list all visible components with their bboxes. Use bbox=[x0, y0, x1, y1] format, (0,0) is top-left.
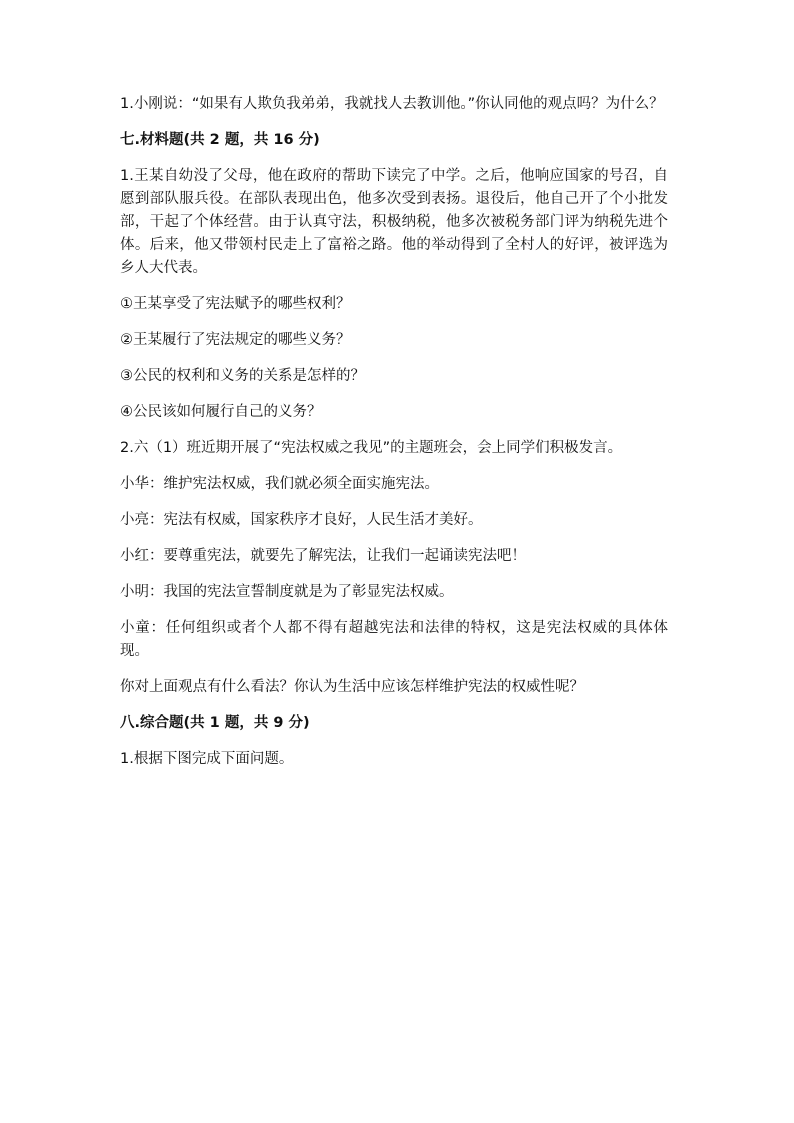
statement-xiaoliang: 小亮：宪法有权威，国家秩序才良好，人民生活才美好。 bbox=[120, 512, 483, 528]
question-xiaogang: 1.小刚说：“如果有人欺负我弟弟，我就找人去教训他。”你认同他的观点吗？为什么？ bbox=[120, 96, 664, 112]
document-page bbox=[120, 93, 668, 784]
material-wang: 1.王某自幼没了父母，他在政府的帮助下读完了中学。之后，他响应国家的号召，自愿到部队服兵役。在部队表现出色，他多次受到表扬。退役后，他自己开了个小批发部，干起了个体经营。由于认真守法，积极纳税，他多次被税务部门评为纳税先进个体。后来，他又带领村民走上了富裕之路。他的举动得到了全村人的好评，被评选为乡人大代表。 bbox=[120, 168, 668, 276]
statement-xiaohua: 小华：维护宪法权威，我们就必须全面实施宪法。 bbox=[120, 476, 439, 492]
sub-question-3: ③公民的权利和义务的关系是怎样的？ bbox=[120, 368, 365, 384]
statement-xiaohong: 小红：要尊重宪法，就要先了解宪法，让我们一起诵读宪法吧！ bbox=[120, 548, 526, 564]
material-class-meeting: 2.六（1）班近期开展了“宪法权威之我见”的主题班会，会上同学们积极发言。 bbox=[120, 440, 623, 456]
sub-question-2: ②王某履行了宪法规定的哪些义务？ bbox=[120, 332, 351, 348]
section-7-title: 七.材料题(共 2 题，共 16 分) bbox=[120, 132, 320, 148]
statement-xiaotong: 小童：任何组织或者个人都不得有超越宪法和法律的特权，这是宪法权威的具体体现。 bbox=[120, 620, 668, 659]
sub-question-1: ①王某享受了宪法赋予的哪些权利？ bbox=[120, 296, 351, 312]
sub-question-4: ④公民该如何履行自己的义务？ bbox=[120, 404, 322, 420]
statement-xiaoming: 小明：我国的宪法宣誓制度就是为了彰显宪法权威。 bbox=[120, 584, 454, 600]
question-constitution-authority: 你对上面观点有什么看法？你认为生活中应该怎样维护宪法的权威性呢？ bbox=[120, 679, 584, 695]
section-8-title: 八.综合题(共 1 题，共 9 分) bbox=[120, 715, 310, 731]
question-figure: 1.根据下图完成下面问题。 bbox=[120, 751, 294, 767]
